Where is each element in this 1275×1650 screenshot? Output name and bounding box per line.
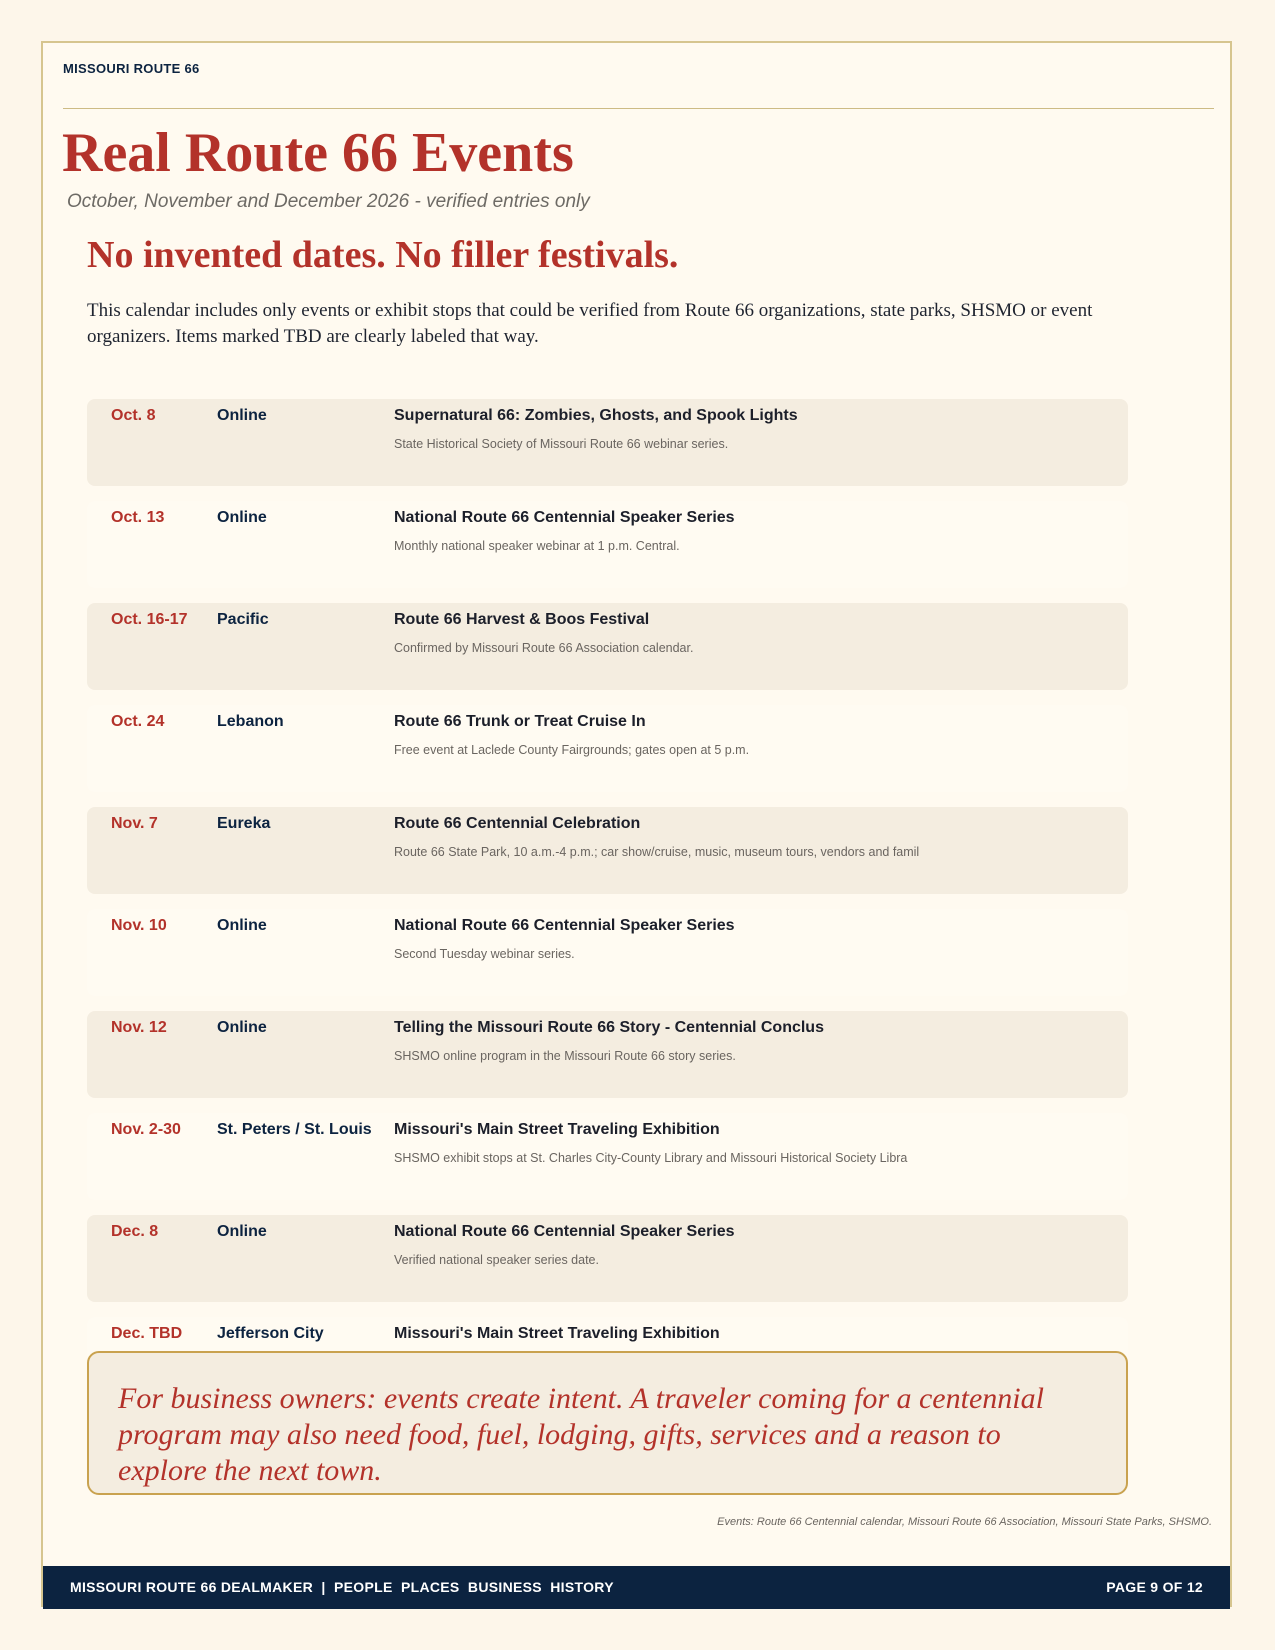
event-place: Online (217, 917, 267, 934)
event-date: Oct. 24 (111, 713, 165, 730)
section-kicker: MISSOURI ROUTE 66 (63, 61, 200, 76)
footer-publication: MISSOURI ROUTE 66 DEALMAKER | PEOPLE PLACES BUSINESS HISTORY (70, 1579, 614, 1595)
event-title: Missouri's Main Street Traveling Exhibition (394, 1121, 720, 1138)
event-title: National Route 66 Centennial Speaker Series (394, 1223, 735, 1240)
sources-credit: Events: Route 66 Centennial calendar, Missouri Route 66 Association, Missouri State Parks, SHSMO. (717, 1516, 1212, 1528)
event-row (87, 1215, 1128, 1302)
event-date: Nov. 2-30 (111, 1121, 181, 1138)
event-row (87, 909, 1128, 996)
event-title: Supernatural 66: Zombies, Ghosts, and Spook Lights (394, 407, 798, 424)
event-description: SHSMO exhibit stops at St. Charles City-County Library and Missouri Historical Society Libra (394, 1151, 908, 1165)
event-place: Lebanon (217, 713, 284, 730)
event-place: Eureka (217, 815, 271, 832)
header-divider (63, 108, 1214, 109)
event-place: Pacific (217, 611, 269, 628)
event-place: Jefferson City (217, 1325, 324, 1342)
event-title: Route 66 Centennial Celebration (394, 815, 641, 832)
event-place: Online (217, 407, 267, 424)
event-description: Route 66 State Park, 10 a.m.-4 p.m.; car show/cruise, music, museum tours, vendors and famil (394, 845, 920, 859)
event-date: Nov. 7 (111, 815, 158, 832)
event-description: Verified national speaker series date. (394, 1253, 599, 1267)
event-title: Route 66 Trunk or Treat Cruise In (394, 713, 646, 730)
event-date: Oct. 16-17 (111, 611, 188, 628)
event-description: Confirmed by Missouri Route 66 Association calendar. (394, 641, 694, 655)
footer-page-number: PAGE 9 OF 12 (1106, 1579, 1203, 1595)
events-list (87, 399, 1128, 1342)
event-date: Nov. 10 (111, 917, 167, 934)
event-row (87, 807, 1128, 894)
event-description: State Historical Society of Missouri Route 66 webinar series. (394, 437, 729, 451)
event-title: National Route 66 Centennial Speaker Series (394, 509, 735, 526)
event-description: Free event at Laclede County Fairgrounds; gates open at 5 p.m. (394, 743, 750, 757)
event-date: Nov. 12 (111, 1019, 167, 1036)
callout-headline: No invented dates. No filler festivals. (87, 234, 679, 276)
event-title: Telling the Missouri Route 66 Story - Centennial Conclus (394, 1019, 824, 1036)
event-place: Online (217, 509, 267, 526)
event-description: SHSMO online program in the Missouri Route 66 story series. (394, 1049, 736, 1063)
event-description: Monthly national speaker webinar at 1 p.m. Central. (394, 539, 680, 553)
page-footer (43, 1566, 1230, 1609)
event-title: Missouri's Main Street Traveling Exhibition (394, 1325, 720, 1342)
event-row (87, 705, 1128, 792)
event-title: National Route 66 Centennial Speaker Series (394, 917, 735, 934)
page-frame (41, 41, 1232, 1607)
business-note-box (87, 1351, 1128, 1495)
event-date: Dec. 8 (111, 1223, 159, 1240)
event-date: Oct. 13 (111, 509, 165, 526)
event-date: Oct. 8 (111, 407, 156, 424)
page-title: Real Route 66 Events (62, 122, 574, 184)
event-row (87, 1011, 1128, 1098)
event-row (87, 501, 1128, 588)
event-description: Second Tuesday webinar series. (394, 947, 575, 961)
page-subtitle: October, November and December 2026 - verified entries only (67, 191, 590, 212)
event-place: St. Peters / St. Louis (217, 1121, 372, 1138)
event-date: Dec. TBD (111, 1325, 183, 1342)
event-place: Online (217, 1019, 267, 1036)
event-row (87, 603, 1128, 690)
event-title: Route 66 Harvest & Boos Festival (394, 611, 650, 628)
intro-paragraph: This calendar includes only events or exhibit stops that could be verified from Route 66 organizations, state parks, SHSMO or event organizers. Items marked TBD are clearly labeled that way. (87, 300, 1093, 347)
event-place: Online (217, 1223, 267, 1240)
business-note-text: For business owners: events create intent. A traveler coming for a centennial program may also need food, fuel, lodging, gifts, services and a reason to explore the next town. (118, 1382, 1044, 1487)
event-row (87, 1113, 1128, 1200)
event-row (87, 399, 1128, 486)
